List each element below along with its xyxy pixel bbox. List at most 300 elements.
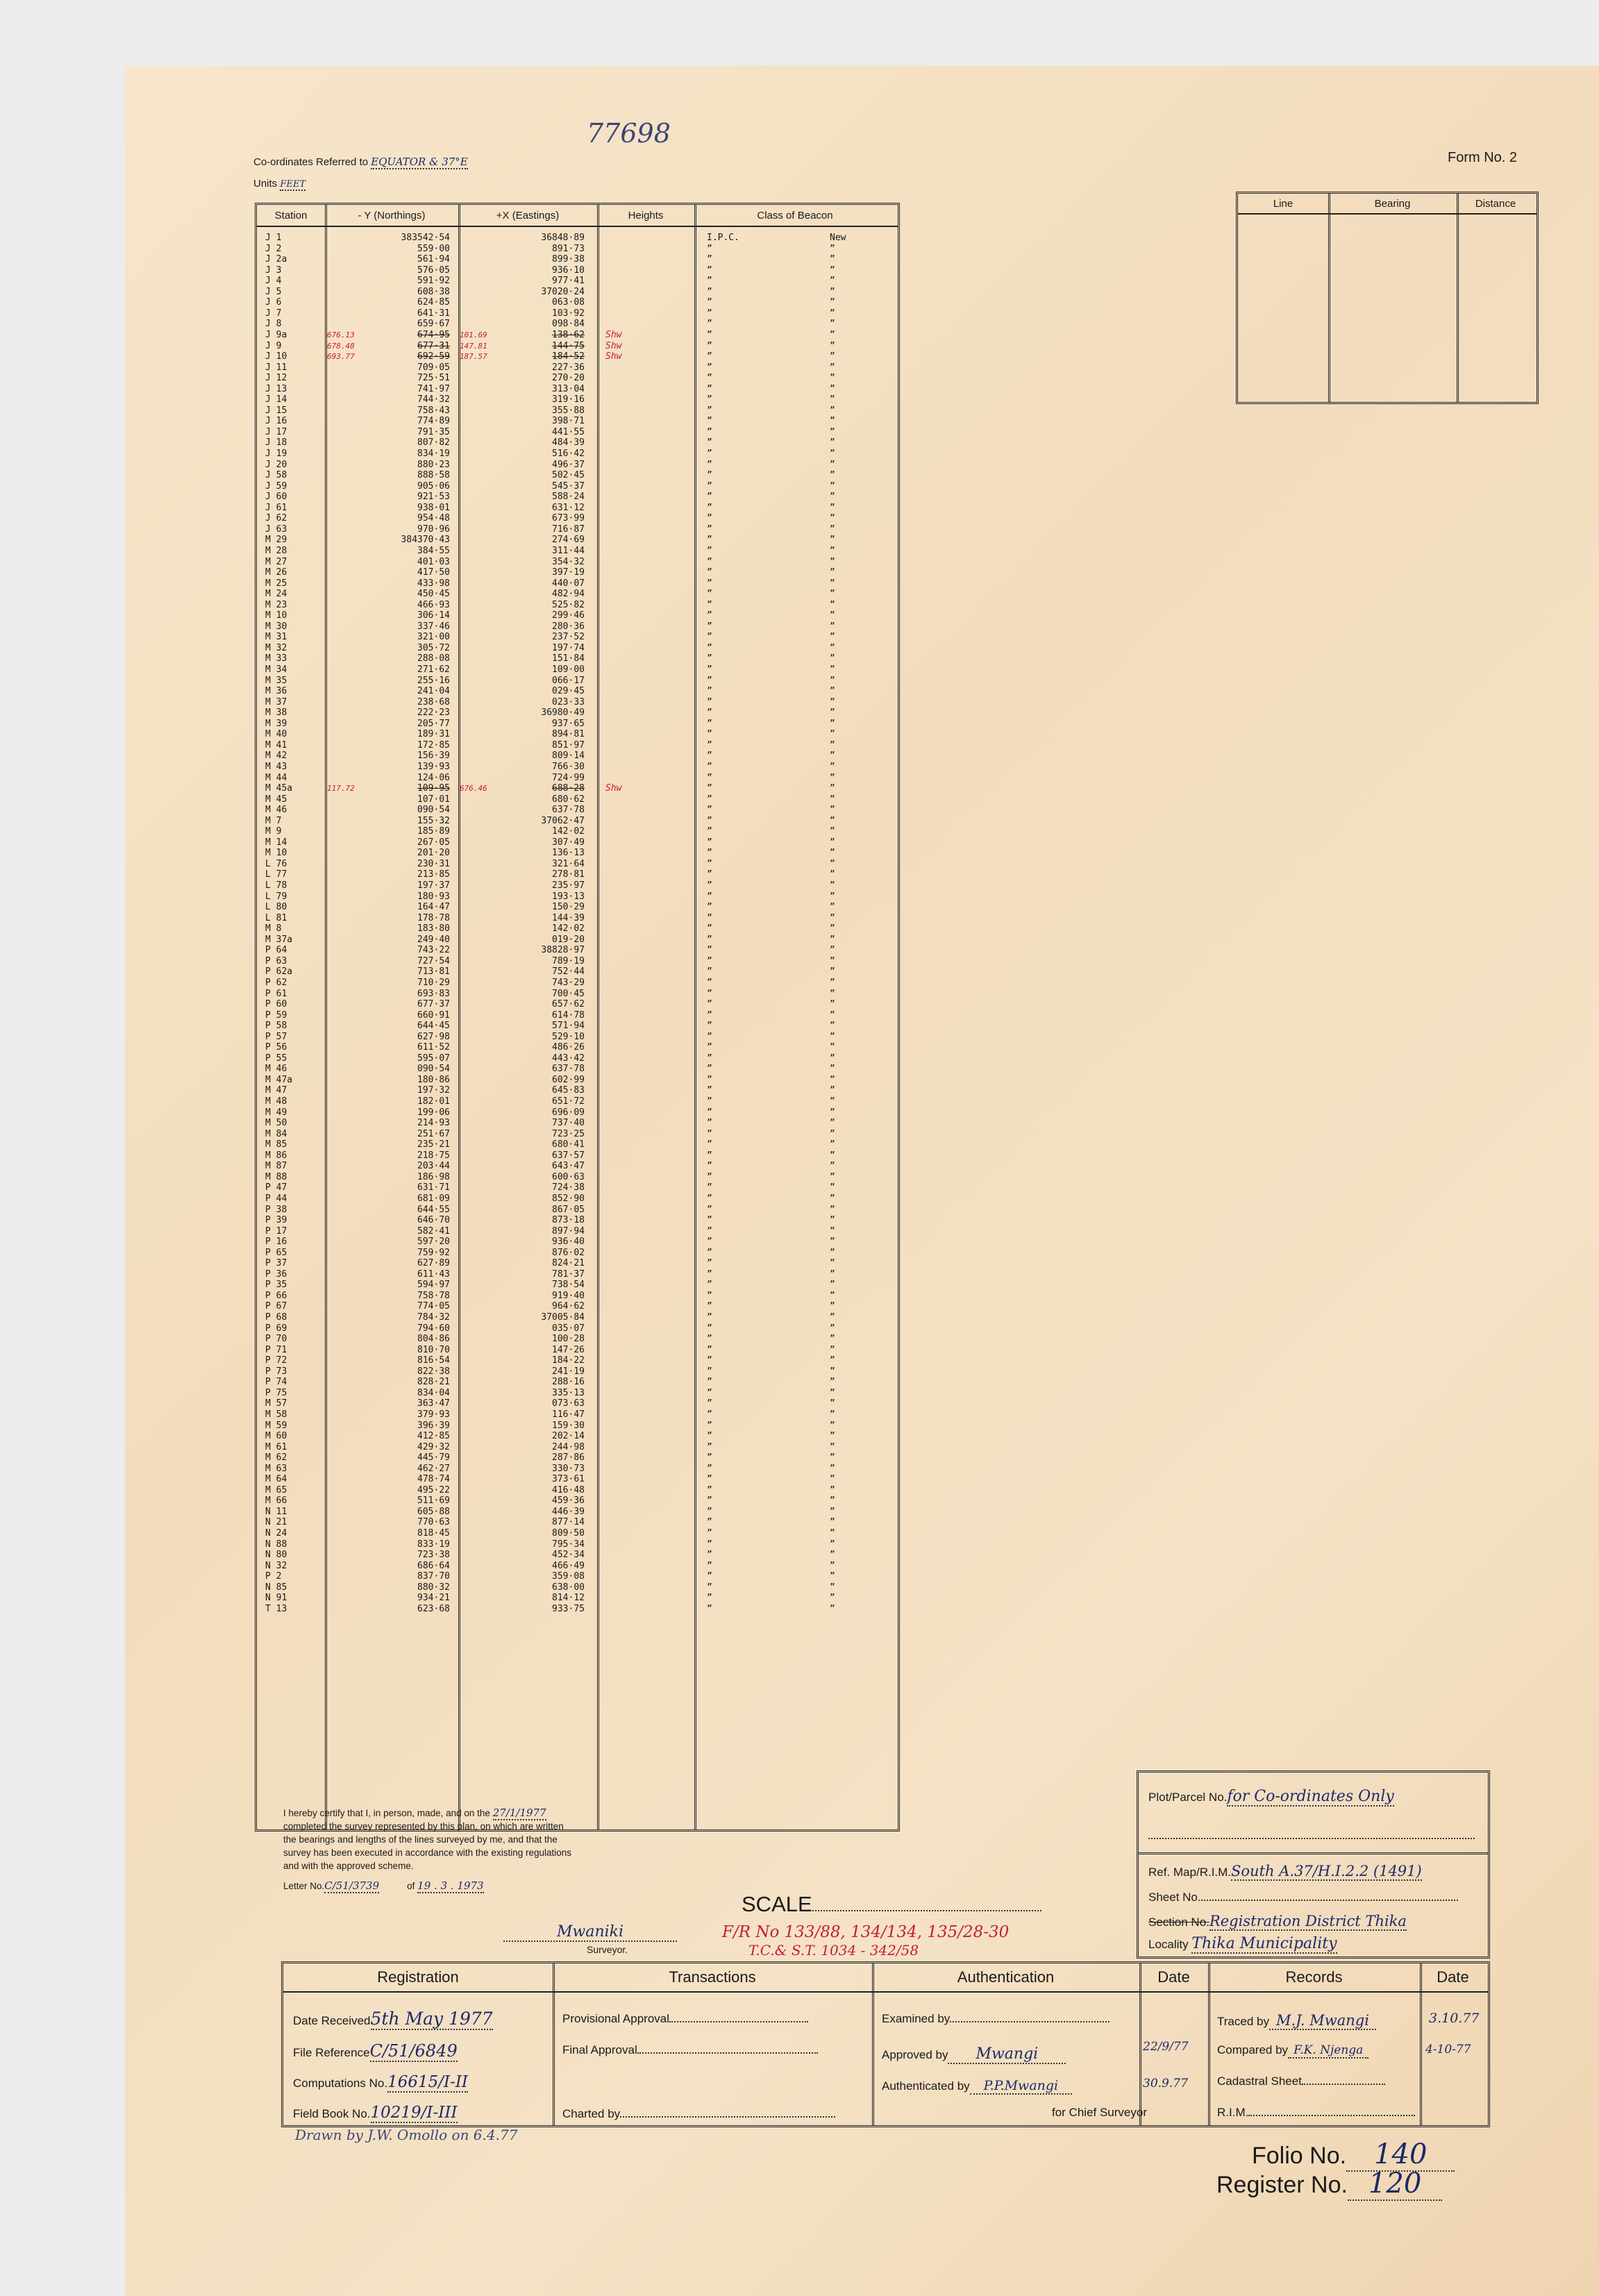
northing-cell: 222·23	[417, 707, 450, 719]
beacon-class-cell: ”	[707, 1215, 712, 1226]
northing-cell: 241·04	[417, 686, 450, 697]
table-row: P 62a	[265, 966, 293, 978]
table-row: M 44	[265, 772, 287, 783]
northing-cell: 433·98	[417, 578, 450, 589]
northing-cell: 156·39	[417, 751, 450, 762]
beacon-class-cell: ”	[707, 696, 712, 707]
easting-cell: 359·08	[552, 1571, 585, 1582]
table-row: J 13	[265, 383, 287, 394]
beacon-status-cell: ”	[830, 837, 835, 848]
easting-cell: 244·98	[552, 1441, 585, 1452]
easting-cell: 159·30	[552, 1420, 585, 1431]
table-row: N 85	[265, 1582, 287, 1593]
table-row: P 47	[265, 1182, 287, 1193]
beacon-status-cell: ”	[830, 1323, 835, 1334]
easting-cell: 100·28	[552, 1334, 585, 1345]
table-row: P 61	[265, 988, 287, 999]
table-row: P 39	[265, 1215, 287, 1226]
beacon-class-cell: ”	[707, 1225, 712, 1237]
beacon-status-cell: New	[830, 233, 846, 243]
table-row: P 75	[265, 1387, 287, 1398]
beacon-class-cell: ”	[707, 405, 712, 416]
easting-cell: 795·34	[552, 1539, 585, 1550]
table-row: M 61	[265, 1441, 287, 1452]
beacon-class-cell: ”	[707, 1431, 712, 1442]
northing-cell: 595·07	[417, 1053, 450, 1064]
table-row: M 47a	[265, 1074, 293, 1085]
beacon-class-cell: ”	[707, 1074, 712, 1085]
column-divider	[1457, 194, 1459, 402]
beacon-status-cell: ”	[830, 1398, 835, 1409]
easting-cell: 274·69	[552, 535, 585, 546]
easting-cell: 023·33	[552, 696, 585, 707]
table-row: J 9	[265, 340, 282, 351]
column-divider	[1328, 194, 1330, 402]
easting-cell: 637·57	[552, 1150, 585, 1161]
beacon-class-cell: ”	[707, 578, 712, 589]
auth-date: 30.9.77	[1143, 2077, 1188, 2090]
easting-cell: 103·92	[552, 308, 585, 319]
northing-cell: 466·93	[417, 599, 450, 610]
beacon-status-cell: ”	[830, 1268, 835, 1280]
northing-cell: 321·00	[417, 632, 450, 643]
beacon-class-cell: ”	[707, 383, 712, 394]
beacon-status-cell: ”	[830, 394, 835, 405]
northing-cell: 180·86	[417, 1074, 450, 1085]
beacon-status-cell: ”	[830, 437, 835, 449]
beacon-status-cell: ”	[830, 276, 835, 287]
northing-cell: 591·92	[417, 276, 450, 287]
tc-note: T.C.& S.T. 1034 - 342/58	[748, 1942, 919, 1959]
beacon-status-cell: ”	[830, 696, 835, 707]
beacon-class-cell: ”	[707, 351, 712, 362]
easting-cell: 443·42	[552, 1053, 585, 1064]
table-row: P 74	[265, 1377, 287, 1388]
beacon-status-cell: ”	[830, 1463, 835, 1474]
table-row: J 60	[265, 492, 287, 503]
table-row: M 84	[265, 1128, 287, 1139]
header-rule	[283, 1991, 1488, 1993]
northing-cell: 954·48	[417, 513, 450, 524]
table-row: M 46	[265, 805, 287, 816]
beacon-status-cell: ”	[830, 578, 835, 589]
table-row: P 66	[265, 1290, 287, 1301]
easting-cell: 502·45	[552, 470, 585, 481]
beacon-status-cell: ”	[830, 1182, 835, 1193]
northing-cell: 970·96	[417, 523, 450, 535]
northing-cell: 611·43	[417, 1268, 450, 1280]
beacon-class-cell: ”	[707, 1452, 712, 1464]
beacon-status-cell: ”	[830, 523, 835, 535]
northing-cell: 582·41	[417, 1225, 450, 1237]
table-row: M 38	[265, 707, 287, 719]
table-row: N 11	[265, 1506, 287, 1517]
northing-cell: 880·23	[417, 459, 450, 470]
easting-cell: 766·30	[552, 761, 585, 772]
easting-cell: 36980·49	[541, 707, 585, 719]
file-number: 77698	[587, 118, 671, 149]
table-row: J 7	[265, 308, 282, 319]
table-row: J 62	[265, 513, 287, 524]
beacon-status-cell: ”	[830, 426, 835, 437]
table-row: M 49	[265, 1107, 287, 1118]
easting-cell: 824·21	[552, 1258, 585, 1269]
table-row: J 8	[265, 319, 282, 330]
northing-cell: 235·21	[417, 1139, 450, 1150]
easting-cell: 335·13	[552, 1387, 585, 1398]
table-row: M 41	[265, 739, 287, 751]
beacon-status-cell: ”	[830, 718, 835, 729]
units	[253, 178, 305, 190]
sheet-row: Sheet No.	[1148, 1891, 1458, 1904]
northing-cell: 090·54	[417, 1064, 450, 1075]
beacon-status-cell: ”	[830, 373, 835, 384]
table-row: M 45a	[265, 783, 293, 794]
easting-cell: 638·00	[552, 1582, 585, 1593]
northing-cell: 686·64	[417, 1560, 450, 1571]
beacon-status-cell: ”	[830, 1334, 835, 1345]
beacon-status-cell: ”	[830, 1258, 835, 1269]
beacon-status-cell: ”	[830, 1441, 835, 1452]
beacon-status-cell: ”	[830, 1387, 835, 1398]
easting-cell: 891·73	[552, 243, 585, 254]
correction-initials: Shw	[605, 340, 622, 351]
beacon-status-cell: ”	[830, 1171, 835, 1182]
beacon-class-cell: ”	[707, 1204, 712, 1215]
table-row: P 62	[265, 977, 287, 988]
table-row: J 58	[265, 470, 287, 481]
beacon-status-cell: ”	[830, 966, 835, 978]
northing-cell: 429·32	[417, 1441, 450, 1452]
table-row: J 20	[265, 459, 287, 470]
beacon-status-cell: ”	[830, 1420, 835, 1431]
beacon-class-cell: ”	[707, 621, 712, 632]
table-row: J 18	[265, 437, 287, 449]
beacon-class-cell: ”	[707, 254, 712, 265]
northing-cell: 445·79	[417, 1452, 450, 1464]
beacon-class-cell: ”	[707, 1150, 712, 1161]
table-row: M 35	[265, 675, 287, 686]
form-number: Form No. 2	[1448, 150, 1518, 165]
beacon-class-cell: ”	[707, 373, 712, 384]
beacon-status-cell: ”	[830, 826, 835, 837]
northing-cell: 611·52	[417, 1042, 450, 1053]
easting-cell: 637·78	[552, 1064, 585, 1075]
correction-northing: 676.13	[327, 330, 355, 340]
northing-cell: 218·75	[417, 1150, 450, 1161]
table-row: M 47	[265, 1085, 287, 1096]
northing-cell: 727·54	[417, 955, 450, 966]
beacon-status-cell: ”	[830, 772, 835, 783]
beacon-status-cell: ”	[830, 1237, 835, 1248]
easting-cell: 789·19	[552, 955, 585, 966]
table-row: M 39	[265, 718, 287, 729]
easting-cell: 37005·84	[541, 1312, 585, 1323]
beacon-class-cell: ”	[707, 308, 712, 319]
table-row: J 1	[265, 233, 282, 243]
beacon-status-cell: ”	[830, 1064, 835, 1075]
table-row: N 91	[265, 1593, 287, 1604]
beacon-status-cell: ”	[830, 1560, 835, 1571]
beacon-class-cell: ”	[707, 416, 712, 427]
table-row: M 28	[265, 545, 287, 556]
col-header-northings: - Y (Northings)	[358, 209, 426, 221]
easting-cell: 452·34	[552, 1550, 585, 1561]
charted-by: Charted by	[562, 2107, 835, 2121]
northing-cell: 627·98	[417, 1031, 450, 1042]
beacon-status-cell: ”	[830, 1431, 835, 1442]
easting-cell: 38828·97	[541, 945, 585, 956]
beacon-status-cell: ”	[830, 955, 835, 966]
beacon-class-cell: ”	[707, 1280, 712, 1291]
examined-by: Examined by	[882, 2012, 1110, 2026]
beacon-status-cell: ”	[830, 502, 835, 513]
northing-cell: 412·85	[417, 1431, 450, 1442]
blank-line	[1148, 1838, 1475, 1839]
beacon-class-cell: ”	[707, 729, 712, 740]
beacon-class-cell: ”	[707, 502, 712, 513]
table-row: M 64	[265, 1474, 287, 1485]
northing-cell: 249·40	[417, 934, 450, 945]
beacon-class-cell: ”	[707, 297, 712, 308]
northing-cell: 837·70	[417, 1571, 450, 1582]
beacon-status-cell: ”	[830, 805, 835, 816]
beacon-status-cell: ”	[830, 1042, 835, 1053]
table-row: J 61	[265, 502, 287, 513]
northing-cell: 723·38	[417, 1550, 450, 1561]
northing-cell: 180·93	[417, 891, 450, 902]
approved-date: 22/9/77	[1143, 2040, 1189, 2054]
beacon-class-cell: ”	[707, 1323, 712, 1334]
ref-map-row: Ref. Map/R.I.M.South A.37/H.I.2.2 (1491)	[1148, 1863, 1422, 1879]
beacon-status-cell: ”	[830, 815, 835, 826]
table-row: J 17	[265, 426, 287, 437]
northing-cell: 834·19	[417, 449, 450, 459]
beacon-class-cell: ”	[707, 535, 712, 546]
easting-cell: 602·99	[552, 1074, 585, 1085]
easting-cell: 651·72	[552, 1096, 585, 1107]
beacon-class-cell: ”	[707, 664, 712, 675]
table-row: J 9a	[265, 329, 287, 340]
beacon-class-cell: ”	[707, 1560, 712, 1571]
beacon-class-cell: ”	[707, 1344, 712, 1355]
easting-cell: 270·20	[552, 373, 585, 384]
correction-easting: 187.57	[460, 352, 487, 362]
beacon-status-cell: ”	[830, 405, 835, 416]
beacon-status-cell: ”	[830, 449, 835, 459]
correction-easting: 101.69	[460, 330, 487, 340]
table-row: P 72	[265, 1355, 287, 1366]
beacon-class-cell: ”	[707, 1247, 712, 1258]
beacon-status-cell: ”	[830, 664, 835, 675]
beacon-class-cell: ”	[707, 319, 712, 330]
drawn-by: Drawn by J.W. Omollo on 6.4.77	[295, 2127, 518, 2143]
beacon-class-cell: ”	[707, 589, 712, 600]
table-row: P 17	[265, 1225, 287, 1237]
easting-cell: 37020·24	[541, 286, 585, 297]
northing-cell: 139·93	[417, 761, 450, 772]
beacon-status-cell: ”	[830, 340, 835, 351]
northing-cell: 608·38	[417, 286, 450, 297]
beacon-status-cell: ”	[830, 1355, 835, 1366]
easting-cell: 354·32	[552, 556, 585, 567]
final-approval: Final Approval	[562, 2043, 818, 2057]
northing-cell: 384370·43	[401, 535, 450, 546]
beacon-class-cell: ”	[707, 1495, 712, 1507]
beacon-status-cell: ”	[830, 589, 835, 600]
beacon-status-cell: ”	[830, 599, 835, 610]
beacon-status-cell: ”	[830, 1517, 835, 1528]
table-row: J 16	[265, 416, 287, 427]
beacon-status-cell: ”	[830, 470, 835, 481]
northing-cell: 450·45	[417, 589, 450, 600]
units-label: Units	[253, 178, 278, 190]
easting-cell: 073·63	[552, 1398, 585, 1409]
beacon-class-cell: ”	[707, 1009, 712, 1021]
table-row: M 88	[265, 1171, 287, 1182]
table-row: M 7	[265, 815, 282, 826]
table-row: P 63	[265, 955, 287, 966]
traced-date: 3.10.77	[1429, 2011, 1480, 2026]
northing-cell: 197·32	[417, 1085, 450, 1096]
approved-by: Approved by Mwangi	[882, 2045, 1066, 2063]
northing-cell: 090·54	[417, 805, 450, 816]
easting-cell: 680·62	[552, 794, 585, 805]
col-header-station: Station	[274, 209, 308, 221]
beacon-status-cell: ”	[830, 513, 835, 524]
beacon-status-cell: ”	[830, 707, 835, 719]
beacon-status-cell: ”	[830, 923, 835, 935]
beacon-status-cell: ”	[830, 729, 835, 740]
beacon-class-cell: ”	[707, 653, 712, 664]
beacon-class-cell: ”	[707, 1107, 712, 1118]
easting-cell: 441·55	[552, 426, 585, 437]
correction-easting: 676.46	[460, 784, 487, 794]
beacon-status-cell: ”	[830, 653, 835, 664]
beacon-class-cell: ”	[707, 1139, 712, 1150]
easting-cell: 486·26	[552, 1042, 585, 1053]
table-row: J 4	[265, 276, 282, 287]
northing-cell: 185·89	[417, 826, 450, 837]
beacon-status-cell: ”	[830, 1204, 835, 1215]
easting-cell: 136·13	[552, 848, 585, 859]
easting-cell: 193·13	[552, 891, 585, 902]
beacon-status-cell: ”	[830, 265, 835, 276]
beacon-class-cell: ”	[707, 1582, 712, 1593]
table-row: M 63	[265, 1463, 287, 1474]
beacon-status-cell: ”	[830, 1021, 835, 1032]
table-row: M 37	[265, 696, 287, 707]
beacon-class-cell: ”	[707, 923, 712, 935]
beacon-status-cell: ”	[830, 934, 835, 945]
correction-northing: 693.77	[327, 352, 355, 362]
beacon-class-cell: ”	[707, 1550, 712, 1561]
northing-cell: 214·93	[417, 1118, 450, 1129]
table-row: N 21	[265, 1517, 287, 1528]
col-header-bearing: Bearing	[1374, 197, 1411, 210]
northing-cell: 183·80	[417, 923, 450, 935]
beacon-status-cell: ”	[830, 902, 835, 913]
beacon-status-cell: ”	[830, 869, 835, 880]
table-row: P 65	[265, 1247, 287, 1258]
beacon-class-cell: ”	[707, 513, 712, 524]
easting-cell: 877·14	[552, 1517, 585, 1528]
northing-cell: 306·14	[417, 610, 450, 621]
northing-cell: 758·78	[417, 1290, 450, 1301]
easting-cell: 278·81	[552, 869, 585, 880]
easting-cell: 716·87	[552, 523, 585, 535]
northing-cell: 934·21	[417, 1593, 450, 1604]
table-row: J 3	[265, 265, 282, 276]
authenticated-by: Authenticated by P.P.Mwangi	[882, 2078, 1072, 2093]
easting-cell: 937·65	[552, 718, 585, 729]
easting-cell: 184·22	[552, 1355, 585, 1366]
northing-cell: 255·16	[417, 675, 450, 686]
table-row: N 88	[265, 1539, 287, 1550]
northing-cell: 201·20	[417, 848, 450, 859]
box-divider	[1139, 1852, 1488, 1854]
easting-cell: 814·12	[552, 1593, 585, 1604]
beacon-status-cell: ”	[830, 416, 835, 427]
table-row: P 69	[265, 1323, 287, 1334]
beacon-class-cell: ”	[707, 1021, 712, 1032]
certificate-line: completed the survey represented by this plan, on which are written	[283, 1821, 564, 1832]
easting-cell: 397·19	[552, 567, 585, 578]
easting-cell: 482·94	[552, 589, 585, 600]
easting-cell: 280·36	[552, 621, 585, 632]
beacon-class-cell: ”	[707, 437, 712, 449]
easting-cell: 643·47	[552, 1161, 585, 1172]
easting-cell: 144·75	[552, 340, 585, 351]
beacon-status-cell: ”	[830, 1582, 835, 1593]
northing-cell: 605·88	[417, 1506, 450, 1517]
table-row: L 80	[265, 902, 287, 913]
table-row: M 43	[265, 761, 287, 772]
easting-cell: 809·14	[552, 751, 585, 762]
table-row: M 31	[265, 632, 287, 643]
beacon-class-cell: ”	[707, 1517, 712, 1528]
beacon-status-cell: ”	[830, 642, 835, 653]
easting-cell: 977·41	[552, 276, 585, 287]
table-row: M 85	[265, 1139, 287, 1150]
table-row: M 10	[265, 610, 287, 621]
chief-surveyor: for Chief Surveyor	[1052, 2106, 1147, 2119]
easting-cell: 319·16	[552, 394, 585, 405]
northing-cell: 880·32	[417, 1582, 450, 1593]
beacon-class-cell: ”	[707, 966, 712, 978]
beacon-status-cell: ”	[830, 1139, 835, 1150]
northing-cell: 337·46	[417, 621, 450, 632]
northing-cell: 834·04	[417, 1387, 450, 1398]
beacon-status-cell: ”	[830, 1150, 835, 1161]
beacon-status-cell: ”	[830, 1247, 835, 1258]
easting-cell: 933·75	[552, 1603, 585, 1614]
northing-cell: 660·91	[417, 1009, 450, 1021]
northing-cell: 597·20	[417, 1237, 450, 1248]
easting-cell: 098·84	[552, 319, 585, 330]
survey-certificate	[283, 1807, 714, 1893]
beacon-status-cell: ”	[830, 610, 835, 621]
beacon-class-cell: ”	[707, 1182, 712, 1193]
traced-by: Traced by M.J. Mwangi	[1217, 2012, 1376, 2029]
table-row: P 16	[265, 1237, 287, 1248]
beacon-status-cell: ”	[830, 1452, 835, 1464]
northing-cell: 124·06	[417, 772, 450, 783]
easting-cell: 235·97	[552, 880, 585, 891]
beacon-class-cell: ”	[707, 1171, 712, 1182]
easting-cell: 743·29	[552, 977, 585, 988]
authentication-title: Authentication	[957, 1968, 1055, 1986]
